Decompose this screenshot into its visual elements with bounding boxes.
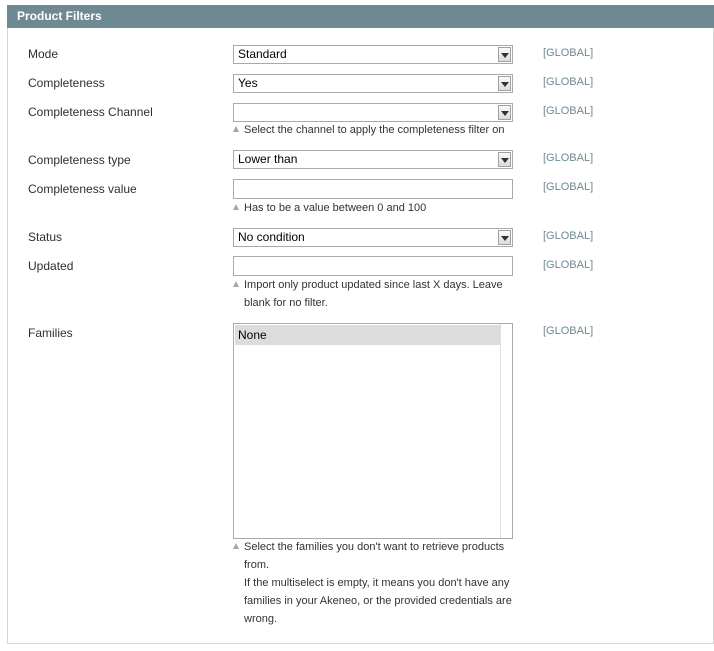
completeness-value-scope: [GLOBAL] [543,181,594,193]
section-header: Product Filters [7,5,714,28]
status-scope: [GLOBAL] [543,230,594,242]
status-value: No condition [238,230,305,244]
status-select[interactable] [233,228,513,247]
chevron-down-icon[interactable] [498,230,511,245]
completeness-type-select[interactable] [233,150,513,169]
updated-input[interactable] [233,256,513,276]
completeness-scope: [GLOBAL] [543,76,594,88]
triangle-up-icon [233,543,239,549]
chevron-down-icon[interactable] [498,76,511,91]
completeness-type-label: Completeness type [28,153,131,167]
completeness-type-value: Lower than [238,152,298,166]
updated-scope: [GLOBAL] [543,259,594,271]
completeness-value-note: Has to be a value between 0 and 100 [233,199,523,217]
families-scrollbar[interactable] [500,324,512,538]
chevron-down-icon[interactable] [498,47,511,62]
families-note-line1: Select the families you don't want to retrieve products from. [244,541,505,571]
families-note [233,538,523,628]
triangle-up-icon [233,126,239,132]
completeness-select[interactable] [233,74,513,93]
completeness-value-input[interactable] [233,179,513,199]
families-option-none[interactable]: None [235,325,501,345]
families-multiselect[interactable] [233,323,513,539]
families-scope: [GLOBAL] [543,325,594,337]
mode-scope: [GLOBAL] [543,47,594,59]
completeness-channel-scope: [GLOBAL] [543,105,594,117]
completeness-value: Yes [238,76,258,90]
updated-note: Import only product updated since last X days. Leave blank for no filter. [233,276,523,312]
families-note-line2: If the multiselect is empty, it means you don't have any families in your Akeneo, or the provided credentials are wrong. [244,577,512,625]
updated-label: Updated [28,259,74,273]
chevron-down-icon[interactable] [498,152,511,167]
completeness-label: Completeness [28,76,105,90]
triangle-up-icon [233,204,239,210]
status-label: Status [28,230,63,244]
triangle-up-icon [233,281,239,287]
completeness-value-label: Completeness value [28,182,137,196]
completeness-channel-select[interactable] [233,103,513,122]
mode-select[interactable] [233,45,513,64]
mode-value: Standard [238,47,287,61]
chevron-down-icon[interactable] [498,105,511,120]
mode-label: Mode [28,47,59,61]
families-label: Families [28,326,73,340]
completeness-channel-note: Select the channel to apply the completeness filter on [233,121,523,139]
completeness-channel-label: Completeness Channel [28,105,153,119]
completeness-type-scope: [GLOBAL] [543,152,594,164]
